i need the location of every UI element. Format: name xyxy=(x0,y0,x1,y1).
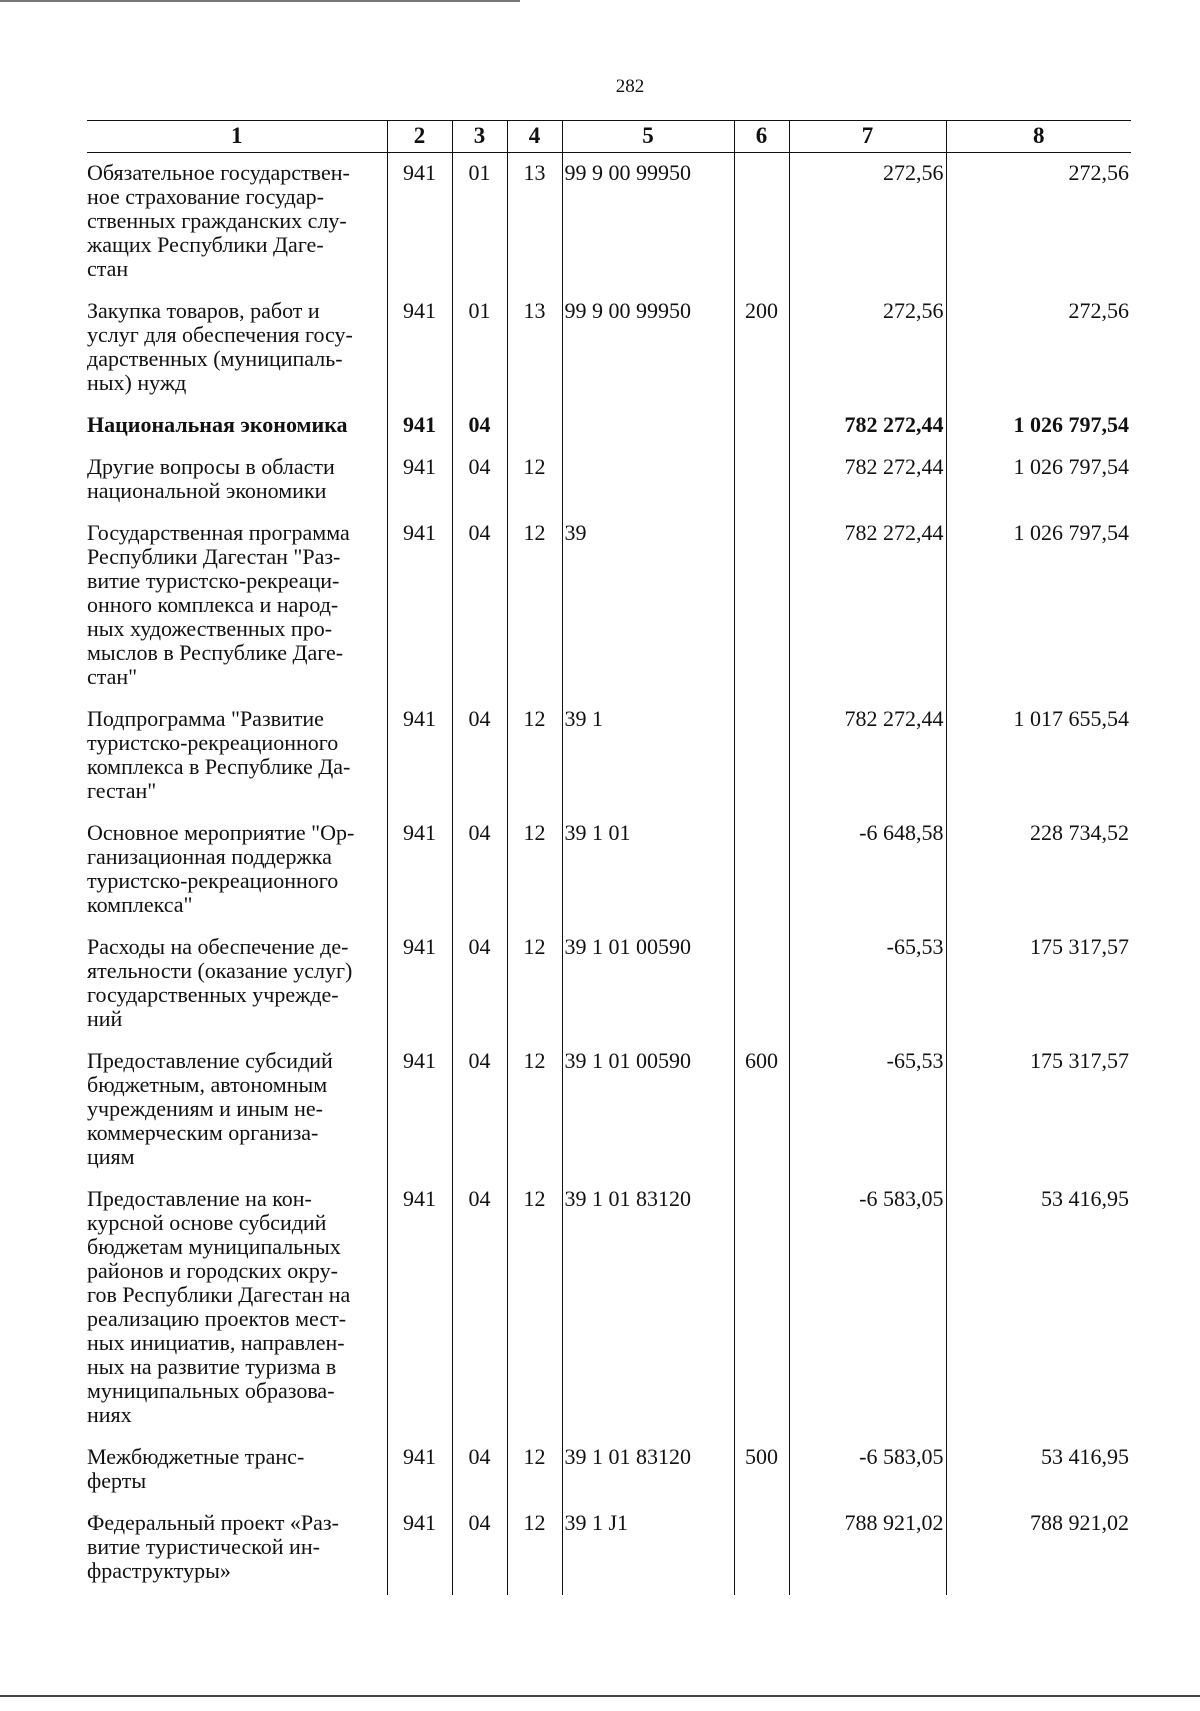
section-code: 04 xyxy=(452,1179,507,1437)
amount-change: 788 921,02 xyxy=(789,1503,946,1595)
expense-type-code xyxy=(734,513,789,699)
table-row xyxy=(87,1503,1131,1595)
row-name-line: Национальная экономика xyxy=(87,412,348,437)
subsection-code: 12 xyxy=(507,1179,562,1437)
row-name-line: комплекса" xyxy=(87,892,193,917)
expense-type-code xyxy=(734,405,789,447)
row-name-line: курсной основе субсидий xyxy=(87,1210,327,1235)
row-name-line: ний xyxy=(87,1006,123,1031)
amount-change: 272,56 xyxy=(789,153,946,292)
ministry-code: 941 xyxy=(387,1437,452,1503)
amount-change: -6 583,05 xyxy=(789,1179,946,1437)
expense-type-code: 200 xyxy=(734,291,789,405)
expense-type-code xyxy=(734,1179,789,1437)
row-name-line: реализацию проектов мест- xyxy=(87,1306,347,1331)
expense-type-code xyxy=(734,927,789,1041)
row-name-line: дарственных (муниципаль- xyxy=(87,346,343,371)
row-name-line: туристско-рекреационного xyxy=(87,868,339,893)
section-code: 04 xyxy=(452,813,507,927)
subsection-code: 12 xyxy=(507,813,562,927)
row-name-line: Предоставление субсидий xyxy=(87,1048,333,1073)
amount-change: -65,53 xyxy=(789,927,946,1041)
row-name-line: муниципальных образова- xyxy=(87,1378,335,1403)
row-name-line: туристско-рекреационного xyxy=(87,730,339,755)
column-header: 3 xyxy=(452,121,507,153)
section-code: 04 xyxy=(452,1041,507,1179)
amount-change: 782 272,44 xyxy=(789,513,946,699)
expense-type-code: 600 xyxy=(734,1041,789,1179)
row-name-line: бюджетным, автономным xyxy=(87,1072,328,1097)
row-name xyxy=(87,927,387,1041)
column-header: 2 xyxy=(387,121,452,153)
section-code: 04 xyxy=(452,405,507,447)
row-name-line: ганизационная поддержка xyxy=(87,844,332,869)
subsection-code: 13 xyxy=(507,291,562,405)
column-header: 6 xyxy=(734,121,789,153)
expense-type-code xyxy=(734,813,789,927)
target-article-code xyxy=(562,447,734,513)
row-name-line: учреждениям и иным не- xyxy=(87,1096,323,1121)
row-name xyxy=(87,699,387,813)
column-header: 5 xyxy=(562,121,734,153)
section-code: 04 xyxy=(452,1503,507,1595)
target-article-code: 39 1 xyxy=(562,699,734,813)
section-code: 01 xyxy=(452,153,507,292)
subsection-code: 12 xyxy=(507,513,562,699)
row-name-line: Расходы на обеспечение де- xyxy=(87,934,349,959)
row-name-line: ниях xyxy=(87,1402,132,1427)
target-article-code: 39 1 01 xyxy=(562,813,734,927)
column-header: 8 xyxy=(946,121,1131,153)
table-row xyxy=(87,699,1131,813)
table-row xyxy=(87,1437,1131,1503)
row-name xyxy=(87,153,387,292)
ministry-code: 941 xyxy=(387,513,452,699)
row-name-line: Республики Дагестан "Раз- xyxy=(87,544,341,569)
row-name-line: Государственная программа xyxy=(87,520,350,545)
row-name-line: комплекса в Республике Да- xyxy=(87,754,351,779)
ministry-code: 941 xyxy=(387,1041,452,1179)
ministry-code: 941 xyxy=(387,1503,452,1595)
subsection-code: 12 xyxy=(507,447,562,513)
page-number: 282 xyxy=(615,76,645,97)
row-name xyxy=(87,447,387,513)
amount-change: 782 272,44 xyxy=(789,699,946,813)
expense-type-code xyxy=(734,1503,789,1595)
row-name xyxy=(87,513,387,699)
amount-total: 175 317,57 xyxy=(946,927,1131,1041)
expense-type-code xyxy=(734,153,789,292)
amount-total: 1 026 797,54 xyxy=(946,513,1131,699)
header-row xyxy=(87,121,1131,153)
section-code: 04 xyxy=(452,513,507,699)
amount-change: -6 648,58 xyxy=(789,813,946,927)
row-name-line: Другие вопросы в области xyxy=(87,454,335,479)
budget-table xyxy=(87,120,1131,1595)
row-name-line: витие туристско-рекреаци- xyxy=(87,568,340,593)
row-name-line: онного комплекса и народ- xyxy=(87,592,339,617)
section-code: 01 xyxy=(452,291,507,405)
row-name xyxy=(87,1179,387,1437)
target-article-code: 39 xyxy=(562,513,734,699)
row-name-line: гестан" xyxy=(87,778,157,803)
subsection-code: 12 xyxy=(507,699,562,813)
row-name-line: государственных учрежде- xyxy=(87,982,339,1007)
section-code: 04 xyxy=(452,1437,507,1503)
row-name-line: ятельности (оказание услуг) xyxy=(87,958,353,983)
ministry-code: 941 xyxy=(387,699,452,813)
ministry-code: 941 xyxy=(387,405,452,447)
row-name-line: Обязательное государствен- xyxy=(87,160,350,185)
ministry-code: 941 xyxy=(387,1179,452,1437)
row-name-line: районов и городских окру- xyxy=(87,1258,338,1283)
row-name-line: ных) нужд xyxy=(87,370,187,395)
row-name xyxy=(87,1041,387,1179)
row-name-line: бюджетам муниципальных xyxy=(87,1234,341,1259)
ministry-code: 941 xyxy=(387,927,452,1041)
ministry-code: 941 xyxy=(387,447,452,513)
row-name-line: Межбюджетные транс- xyxy=(87,1444,305,1469)
subsection-code xyxy=(507,405,562,447)
row-name xyxy=(87,405,387,447)
ministry-code: 941 xyxy=(387,153,452,292)
row-name-line: ных инициатив, направлен- xyxy=(87,1330,345,1355)
row-name-line: ных на развитие туризма в xyxy=(87,1354,337,1379)
row-name xyxy=(87,1437,387,1503)
table-row xyxy=(87,291,1131,405)
amount-total: 1 026 797,54 xyxy=(946,447,1131,513)
row-name-line: циям xyxy=(87,1144,135,1169)
expense-type-code: 500 xyxy=(734,1437,789,1503)
row-name xyxy=(87,1503,387,1595)
target-article-code: 39 1 J1 xyxy=(562,1503,734,1595)
column-header: 7 xyxy=(789,121,946,153)
row-name-line: фраструктуры» xyxy=(87,1558,231,1583)
table-row xyxy=(87,927,1131,1041)
section-code: 04 xyxy=(452,447,507,513)
row-name-line: ное страхование государ- xyxy=(87,184,324,209)
row-name-line: мыслов в Республике Даге- xyxy=(87,640,344,665)
table-body xyxy=(87,153,1131,1596)
row-name-line: ственных гражданских слу- xyxy=(87,208,347,233)
amount-total: 272,56 xyxy=(946,291,1131,405)
subsection-code: 12 xyxy=(507,927,562,1041)
table-row xyxy=(87,513,1131,699)
target-article-code: 99 9 00 99950 xyxy=(562,153,734,292)
row-name-line: Предоставление на кон- xyxy=(87,1186,312,1211)
column-header: 1 xyxy=(87,121,387,153)
amount-total: 1 017 655,54 xyxy=(946,699,1131,813)
table-row xyxy=(87,153,1131,292)
row-name xyxy=(87,291,387,405)
target-article-code: 39 1 01 83120 xyxy=(562,1437,734,1503)
target-article-code: 39 1 01 83120 xyxy=(562,1179,734,1437)
amount-change: 272,56 xyxy=(789,291,946,405)
row-name-line: витие туристической ин- xyxy=(87,1534,320,1559)
target-article-code: 39 1 01 00590 xyxy=(562,927,734,1041)
subsection-code: 13 xyxy=(507,153,562,292)
table-row xyxy=(87,813,1131,927)
target-article-code: 39 1 01 00590 xyxy=(562,1041,734,1179)
table-row xyxy=(87,447,1131,513)
row-name-line: стан xyxy=(87,256,129,281)
row-name-line: услуг для обеспечения госу- xyxy=(87,322,353,347)
amount-total: 53 416,95 xyxy=(946,1179,1131,1437)
row-name-line: коммерческим организа- xyxy=(87,1120,319,1145)
ministry-code: 941 xyxy=(387,813,452,927)
table-row xyxy=(87,405,1131,447)
table-row xyxy=(87,1041,1131,1179)
row-name-line: Закупка товаров, работ и xyxy=(87,298,320,323)
subsection-code: 12 xyxy=(507,1041,562,1179)
table-row xyxy=(87,1179,1131,1437)
scan-edge-bottom xyxy=(0,1695,1200,1697)
row-name-line: Подпрограмма "Развитие xyxy=(87,706,324,731)
row-name-line: ных художественных про- xyxy=(87,616,333,641)
amount-total: 272,56 xyxy=(946,153,1131,292)
target-article-code xyxy=(562,405,734,447)
row-name-line: стан" xyxy=(87,664,138,689)
section-code: 04 xyxy=(452,927,507,1041)
amount-change: -65,53 xyxy=(789,1041,946,1179)
row-name xyxy=(87,813,387,927)
row-name-line: Федеральный проект «Раз- xyxy=(87,1510,339,1535)
row-name-line: ферты xyxy=(87,1468,147,1493)
column-header: 4 xyxy=(507,121,562,153)
subsection-code: 12 xyxy=(507,1437,562,1503)
row-name-line: Основное мероприятие "Ор- xyxy=(87,820,355,845)
scan-edge-top xyxy=(0,0,520,2)
amount-change: -6 583,05 xyxy=(789,1437,946,1503)
row-name-line: гов Республики Дагестан на xyxy=(87,1282,351,1307)
row-name-line: жащих Республики Даге- xyxy=(87,232,324,257)
expense-type-code xyxy=(734,447,789,513)
amount-total: 1 026 797,54 xyxy=(946,405,1131,447)
expense-type-code xyxy=(734,699,789,813)
amount-total: 175 317,57 xyxy=(946,1041,1131,1179)
row-name-line: национальной экономики xyxy=(87,478,327,503)
amount-total: 53 416,95 xyxy=(946,1437,1131,1503)
target-article-code: 99 9 00 99950 xyxy=(562,291,734,405)
amount-total: 788 921,02 xyxy=(946,1503,1131,1595)
amount-change: 782 272,44 xyxy=(789,405,946,447)
ministry-code: 941 xyxy=(387,291,452,405)
section-code: 04 xyxy=(452,699,507,813)
amount-total: 228 734,52 xyxy=(946,813,1131,927)
subsection-code: 12 xyxy=(507,1503,562,1595)
amount-change: 782 272,44 xyxy=(789,447,946,513)
